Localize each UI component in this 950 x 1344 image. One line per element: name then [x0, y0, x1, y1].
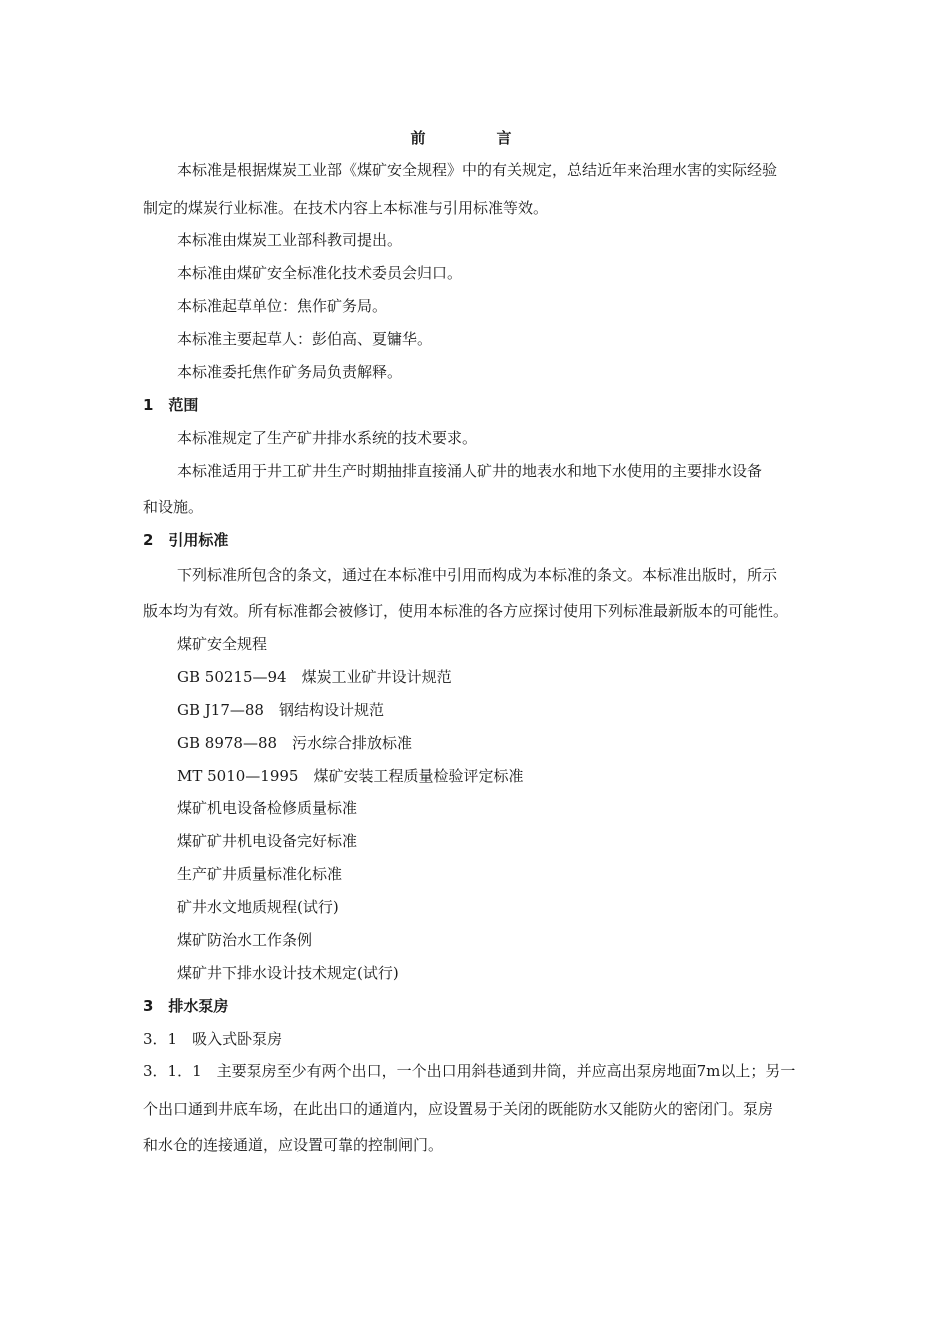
reference-item: 矿井水文地质规程(试行): [177, 898, 339, 916]
foreword-paragraph-2: 本标准由煤炭工业部科教司提出。: [177, 231, 403, 249]
reference-item: 煤矿防治水工作条例: [177, 931, 313, 949]
clause-3-1-1-line-2: 个出口通到井底车场，在此出口的通道内，应设置易于关闭的既能防水又能防火的密闭门。泵房: [143, 1100, 774, 1118]
section-2-heading: 2 引用标准: [143, 531, 229, 549]
foreword-paragraph-6: 本标准委托焦作矿务局负责解释。: [177, 363, 403, 381]
foreword-paragraph-3: 本标准由煤矿安全标准化技术委员会归口。: [177, 264, 463, 282]
section-1-paragraph-1: 本标准规定了生产矿井排水系统的技术要求。: [177, 429, 478, 447]
foreword-paragraph-4: 本标准起草单位：焦作矿务局。: [177, 297, 388, 315]
page-title: 前 言: [410, 129, 540, 147]
reference-item: GB J17—88 钢结构设计规范: [177, 701, 384, 719]
reference-item: GB 8978—88 污水综合排放标准: [177, 734, 413, 752]
reference-item: 煤矿井下排水设计技术规定(试行): [177, 964, 399, 982]
section-1-paragraph-2-line-2: 和设施。: [143, 498, 204, 516]
section-3-heading: 3 排水泵房: [143, 997, 229, 1015]
reference-item: 煤矿安全规程: [177, 635, 268, 653]
subsection-3-1-heading: 3．1 吸入式卧泵房: [143, 1030, 283, 1048]
section-2-paragraph-line-2: 版本均为有效。所有标准都会被修订，使用本标准的各方应探讨使用下列标准最新版本的可能性。: [143, 602, 789, 620]
reference-item: 生产矿井质量标准化标准: [177, 865, 343, 883]
foreword-paragraph-1-line-2: 制定的煤炭行业标准。在技术内容上本标准与引用标准等效。: [143, 199, 549, 217]
clause-3-1-1-line-1: 3．1．1 主要泵房至少有两个出口，一个出口用斜巷通到井筒，并应高出泵房地面7m以上；另一: [143, 1062, 796, 1080]
section-1-heading: 1 范围: [143, 396, 199, 414]
clause-3-1-1-line-3: 和水仓的连接通道，应设置可靠的控制闸门。: [143, 1136, 444, 1154]
foreword-paragraph-5: 本标准主要起草人：彭伯高、夏镛华。: [177, 330, 433, 348]
reference-item: GB 50215—94 煤炭工业矿井设计规范: [177, 668, 452, 686]
section-2-paragraph-line-1: 下列标准所包含的条文，通过在本标准中引用而构成为本标准的条文。本标准出版时，所示: [177, 566, 778, 584]
section-1-paragraph-2-line-1: 本标准适用于井工矿井生产时期抽排直接涌人矿井的地表水和地下水使用的主要排水设备: [177, 462, 763, 480]
reference-item: 煤矿矿井机电设备完好标准: [177, 832, 358, 850]
foreword-paragraph-1-line-1: 本标准是根据煤炭工业部《煤矿安全规程》中的有关规定，总结近年来治理水害的实际经验: [177, 161, 778, 179]
reference-item: MT 5010—1995 煤矿安装工程质量检验评定标准: [177, 767, 524, 785]
reference-item: 煤矿机电设备检修质量标准: [177, 799, 358, 817]
